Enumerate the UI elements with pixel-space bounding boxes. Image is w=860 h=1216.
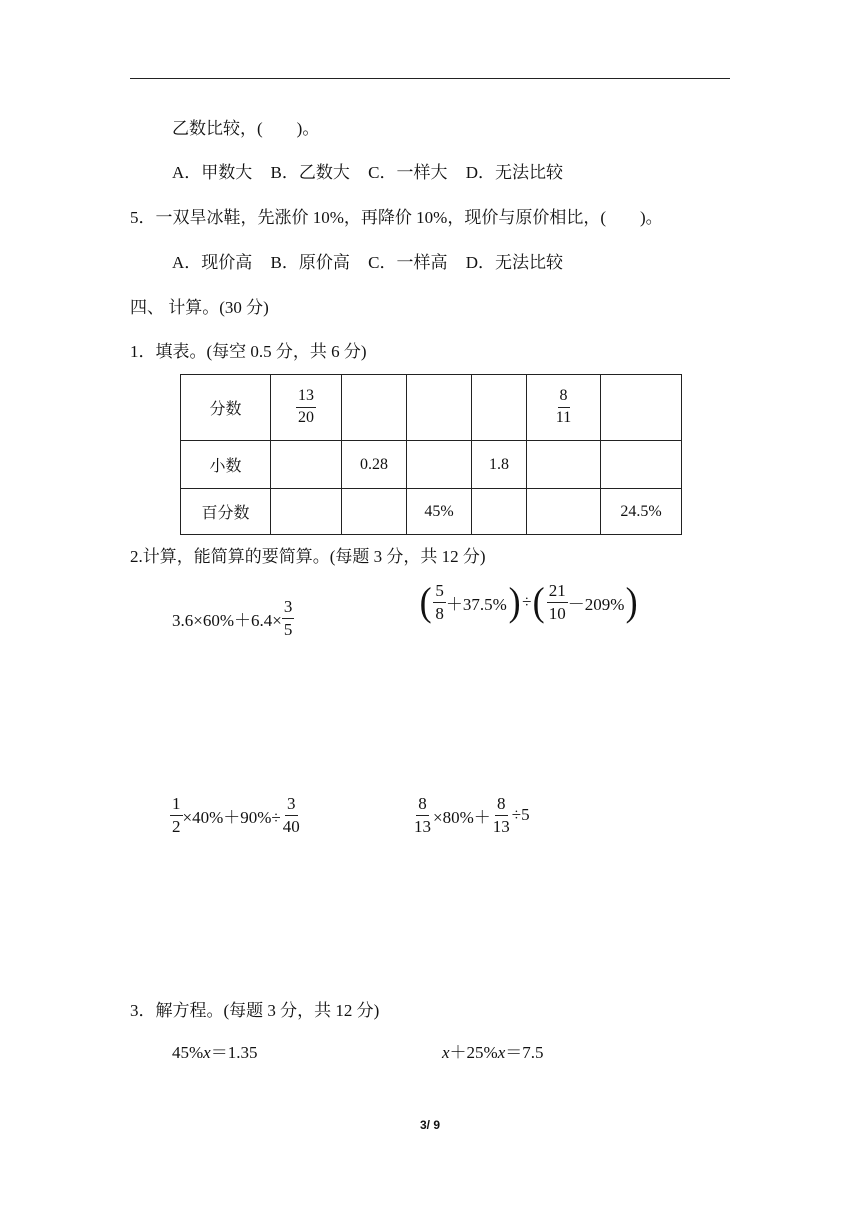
- cell-percent-6: 24.5%: [601, 489, 682, 535]
- cell-decimal-5[interactable]: [527, 441, 601, 489]
- expression-2: ( $\frac{5}{8}$ ＋37.5% ) ÷ ( $\frac{21}{10}$ －209% ): [419, 579, 639, 625]
- q4-option-d: D．无法比较: [465, 163, 563, 182]
- part3-title: 3．解方程。(每题 3 分，共 12 分): [130, 1001, 380, 1020]
- table-row-fraction: [181, 375, 682, 441]
- table-row-percent: [181, 489, 682, 535]
- fraction-5-8: $\frac{5}{8}$: [435, 581, 444, 623]
- section-title: 四、 计算。(30 分): [130, 298, 269, 317]
- equation-1: 45%x＝1.35: [172, 1043, 258, 1062]
- cell-percent-5[interactable]: [527, 489, 601, 535]
- left-paren: (: [533, 579, 546, 625]
- q4-tail: 乙数比较，( )。: [172, 119, 320, 138]
- part2-title: 2.计算，能简算的要简算。(每题 3 分，共 12 分): [130, 547, 486, 566]
- q5-option-c: C．一样高: [368, 253, 448, 272]
- fraction-3-40: $\frac{3}{40}$: [282, 794, 300, 836]
- equation-2: x＋25%x＝7.5: [442, 1043, 544, 1062]
- cell-percent-4[interactable]: [472, 489, 527, 535]
- header-rule: [130, 78, 730, 79]
- cell-fraction-3[interactable]: [407, 375, 472, 441]
- fraction-21-10: $\frac{21}{10}$: [548, 581, 566, 623]
- row-label-percent: 百分数: [181, 489, 271, 535]
- cell-percent-3: 45%: [407, 489, 472, 535]
- fraction-8-11: $\frac{8}{11}$: [555, 387, 572, 426]
- q4-option-c: C．一样大: [368, 163, 448, 182]
- q4-option-a: A．甲数大: [172, 163, 253, 182]
- q5-options: [172, 252, 577, 274]
- cell-fraction-2[interactable]: [342, 375, 407, 441]
- fraction-1-2: $\frac{1}{2}$: [172, 794, 181, 836]
- expression-3: $\frac{1}{2}$ ×40%＋90%÷ $\frac{3}{40}$: [172, 794, 300, 836]
- cell-fraction-5: [527, 375, 601, 441]
- expression-4: $\frac{8}{13}$ ×80%＋ $\frac{8}{13}$ ÷5: [414, 794, 530, 836]
- page-number: 3/ 9: [419, 1118, 440, 1132]
- q5-option-a: A．现价高: [172, 253, 253, 272]
- cell-fraction-4[interactable]: [472, 375, 527, 441]
- q4-option-b: B．乙数大: [270, 163, 350, 182]
- cell-fraction-6[interactable]: [601, 375, 682, 441]
- row-label-decimal: 小数: [181, 441, 271, 489]
- right-paren: ): [626, 579, 639, 625]
- cell-decimal-2: 0.28: [342, 441, 407, 489]
- cell-decimal-4: 1.8: [472, 441, 527, 489]
- right-paren: ): [508, 579, 521, 625]
- conversion-table: [180, 374, 682, 535]
- part1-title: 1．填表。(每空 0.5 分，共 6 分): [130, 342, 367, 361]
- cell-decimal-3[interactable]: [407, 441, 472, 489]
- cell-fraction-1: [271, 375, 342, 441]
- fraction-3-5: $\frac{3}{5}$: [283, 597, 293, 639]
- fraction-13-20: $\frac{13}{20}$: [298, 387, 314, 426]
- q4-options: [172, 162, 577, 184]
- expression-1: 3.6×60%＋6.4× $\frac{3}{5}$: [172, 597, 293, 639]
- cell-decimal-1[interactable]: [271, 441, 342, 489]
- q5-option-b: B．原价高: [270, 253, 350, 272]
- table-row-decimal: [181, 441, 682, 489]
- left-paren: (: [419, 579, 432, 625]
- q5-option-d: D．无法比较: [465, 253, 563, 272]
- q5-text: 5．一双旱冰鞋，先涨价 10%，再降价 10%，现价与原价相比，( )。: [130, 208, 663, 227]
- row-label-fraction: 分数: [181, 375, 271, 441]
- fraction-8-13: $\frac{8}{13}$: [492, 794, 510, 836]
- fraction-8-13: $\frac{8}{13}$: [414, 794, 431, 836]
- cell-decimal-6[interactable]: [601, 441, 682, 489]
- cell-percent-2[interactable]: [342, 489, 407, 535]
- cell-percent-1[interactable]: [271, 489, 342, 535]
